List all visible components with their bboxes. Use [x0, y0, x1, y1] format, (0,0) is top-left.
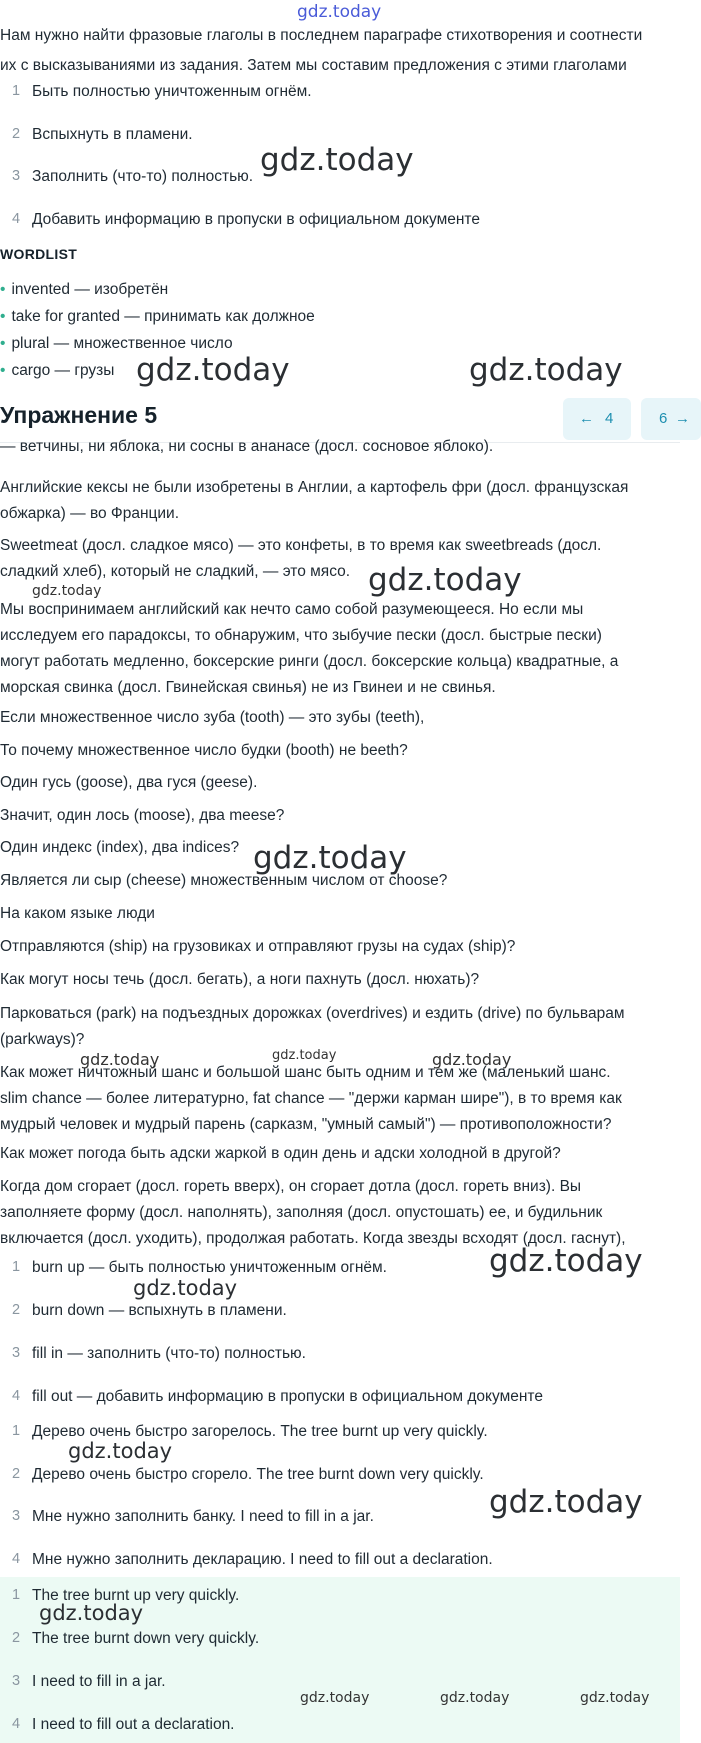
poem-line: могут работать медленно, боксерские ринги (досл. боксерские кольца) квадратные, а	[0, 653, 619, 670]
prev-exercise-button[interactable]	[563, 398, 631, 440]
bullet-icon: •	[0, 362, 6, 379]
item-text: I need to fill out a declaration.	[32, 1716, 235, 1733]
item-text: Мне нужно заполнить декларацию. I need to fill out a declaration.	[32, 1551, 493, 1568]
watermark: gdz.today	[272, 1048, 337, 1063]
watermark: gdz.today	[253, 840, 407, 876]
prev-exercise-label: 4	[605, 410, 614, 427]
watermark: gdz.today	[136, 352, 290, 388]
poem-line: Английские кексы не были изобретены в Англии, а картофель фри (досл. французская	[0, 479, 629, 496]
watermark: gdz.today	[39, 1601, 144, 1625]
wordlist-item	[0, 281, 168, 299]
wordlist-text: take for granted — принимать как должное	[11, 308, 315, 325]
item-number: 1	[12, 1587, 21, 1603]
poem-line: Sweetmeat (досл. сладкое мясо) — это конфеты, в то время как sweetbreads (досл.	[0, 537, 602, 554]
watermark: gdz.today	[368, 562, 522, 598]
poem-line: Как может погода быть адски жаркой в один день и адски холодной в другой?	[0, 1145, 561, 1162]
poem-line: Если множественное число зуба (tooth) — это зубы (teeth),	[0, 709, 425, 726]
exercise-heading: Упражнение 5	[0, 402, 158, 428]
arrow-left-icon: ←	[579, 410, 594, 427]
wordlist-text: cargo — грузы	[11, 362, 115, 379]
item-text: burn down — вспыхнуть в пламени.	[32, 1302, 287, 1319]
poem-line: Как может ничтожный шанс и большой шанс быть одним и тем же (маленький шанс.	[0, 1064, 611, 1081]
item-text: Быть полностью уничтоженным огнём.	[32, 83, 312, 100]
item-text: Мне нужно заполнить банку. I need to fill in a jar.	[32, 1508, 374, 1525]
item-text: Заполнить (что-то) полностью.	[32, 168, 254, 185]
poem-line: Один индекс (index), два indices?	[0, 839, 240, 856]
watermark: gdz.today	[469, 352, 623, 388]
wordlist-text: plural — множественное число	[11, 335, 233, 352]
poem-line: slim chance — более литературно, fat chance — "держи карман шире"), в то время как	[0, 1090, 622, 1107]
wordlist-text: invented — изобретён	[11, 281, 169, 298]
watermark: gdz.today	[432, 1050, 512, 1069]
next-exercise-label: 6	[659, 410, 668, 427]
poem-line: Парковаться (park) на подъездных дорожках (overdrives) и ездить (drive) по бульварам	[0, 1005, 625, 1022]
item-text: Дерево очень быстро загорелось. The tree burnt up very quickly.	[32, 1423, 488, 1440]
watermark: gdz.today	[440, 1690, 510, 1706]
poem-line: Является ли сыр (cheese) множественным числом от choose?	[0, 872, 448, 889]
watermark: gdz.today	[260, 142, 414, 178]
wordlist-item	[0, 335, 233, 353]
poem-line: Значит, один лось (moose), два meese?	[0, 807, 285, 824]
arrow-right-icon: →	[675, 410, 690, 427]
item-number: 3	[12, 1673, 21, 1689]
item-number: 3	[12, 1508, 21, 1524]
wordlist-item	[0, 362, 114, 380]
watermark: gdz.today	[32, 583, 102, 599]
item-text: fill in — заполнить (что-то) полностью.	[32, 1345, 306, 1362]
next-exercise-button[interactable]	[641, 398, 701, 440]
item-text: The tree burnt down very quickly.	[32, 1630, 260, 1647]
bullet-icon: •	[0, 281, 6, 298]
item-number: 3	[12, 168, 21, 184]
poem-line: Как могут носы течь (досл. бегать), а ноги пахнуть (досл. нюхать)?	[0, 971, 480, 988]
poem-line: Отправляются (ship) на грузовиках и отправляют грузы на судах (ship)?	[0, 938, 516, 955]
item-number: 2	[12, 1302, 21, 1318]
poem-line: заполняете форму (досл. наполнять), заполняя (досл. опустошать) ее, и будильник	[0, 1204, 603, 1221]
poem-line: исследуем его парадоксы, то обнаружим, что зыбучие пески (досл. быстрые пески)	[0, 627, 602, 644]
item-text: The tree burnt up very quickly.	[32, 1587, 240, 1604]
poem-line: обжарка) — во Франции.	[0, 505, 180, 522]
poem-line: — ветчины, ни яблока, ни сосны в ананасе (досл. сосновое яблоко).	[0, 438, 494, 455]
item-number: 4	[12, 1716, 21, 1732]
bullet-icon: •	[0, 335, 6, 352]
item-text: Вспыхнуть в пламени.	[32, 126, 193, 143]
watermark: gdz.today	[80, 1050, 160, 1069]
watermark: gdz.today	[68, 1439, 173, 1463]
item-number: 4	[12, 1551, 21, 1567]
item-text: I need to fill in a jar.	[32, 1673, 166, 1690]
item-number: 2	[12, 126, 21, 142]
item-number: 1	[12, 1259, 21, 1275]
poem-line: морская свинка (досл. Гвинейская свинья) не из Гвинеи и не свинья.	[0, 679, 496, 696]
item-text: Дерево очень быстро сгорело. The tree burnt down very quickly.	[32, 1466, 484, 1483]
item-text: fill out — добавить информацию в пропуски в официальном документе	[32, 1388, 543, 1405]
watermark: gdz.today	[489, 1484, 643, 1520]
poem-line: (parkways)?	[0, 1031, 85, 1048]
watermark: gdz.today	[133, 1276, 238, 1300]
watermark: gdz.today	[300, 1690, 370, 1706]
poem-line: Когда дом сгорает (досл. гореть вверх), он сгорает дотла (досл. гореть вниз). Вы	[0, 1178, 582, 1195]
item-text: Добавить информацию в пропуски в официальном документе	[32, 211, 480, 228]
bullet-icon: •	[0, 308, 6, 325]
wordlist-title: WORDLIST	[0, 246, 78, 262]
item-text: burn up — быть полностью уничтоженным огнём.	[32, 1259, 387, 1276]
wordlist-item	[0, 308, 315, 326]
watermark: gdz.today	[297, 2, 382, 22]
intro-line: Нам нужно найти фразовые глаголы в последнем параграфе стихотворения и соотнести	[0, 27, 643, 44]
poem-line: На каком языке люди	[0, 905, 155, 922]
item-number: 4	[12, 211, 21, 227]
item-number: 1	[12, 83, 21, 99]
item-number: 2	[12, 1630, 21, 1646]
poem-line: сладкий хлеб), который не сладкий, — это мясо.	[0, 563, 351, 580]
poem-line: мудрый человек и мудрый парень (сарказм, "умный самый") — противоположности?	[0, 1116, 612, 1133]
watermark: gdz.today	[489, 1243, 643, 1279]
watermark: gdz.today	[580, 1690, 650, 1706]
poem-line: Один гусь (goose), два гуся (geese).	[0, 774, 258, 791]
intro-line: их с высказываниями из задания. Затем мы составим предложения с этими глаголами	[0, 57, 627, 74]
item-number: 1	[12, 1423, 21, 1439]
poem-line: То почему множественное число будки (booth) не beeth?	[0, 742, 408, 759]
item-number: 2	[12, 1466, 21, 1482]
poem-line: включается (досл. уходить), продолжая работать. Когда звезды всходят (досл. гаснут),	[0, 1230, 626, 1247]
item-number: 3	[12, 1345, 21, 1361]
poem-line: Мы воспринимаем английский как нечто само собой разумеющееся. Но если мы	[0, 601, 584, 618]
item-number: 4	[12, 1388, 21, 1404]
